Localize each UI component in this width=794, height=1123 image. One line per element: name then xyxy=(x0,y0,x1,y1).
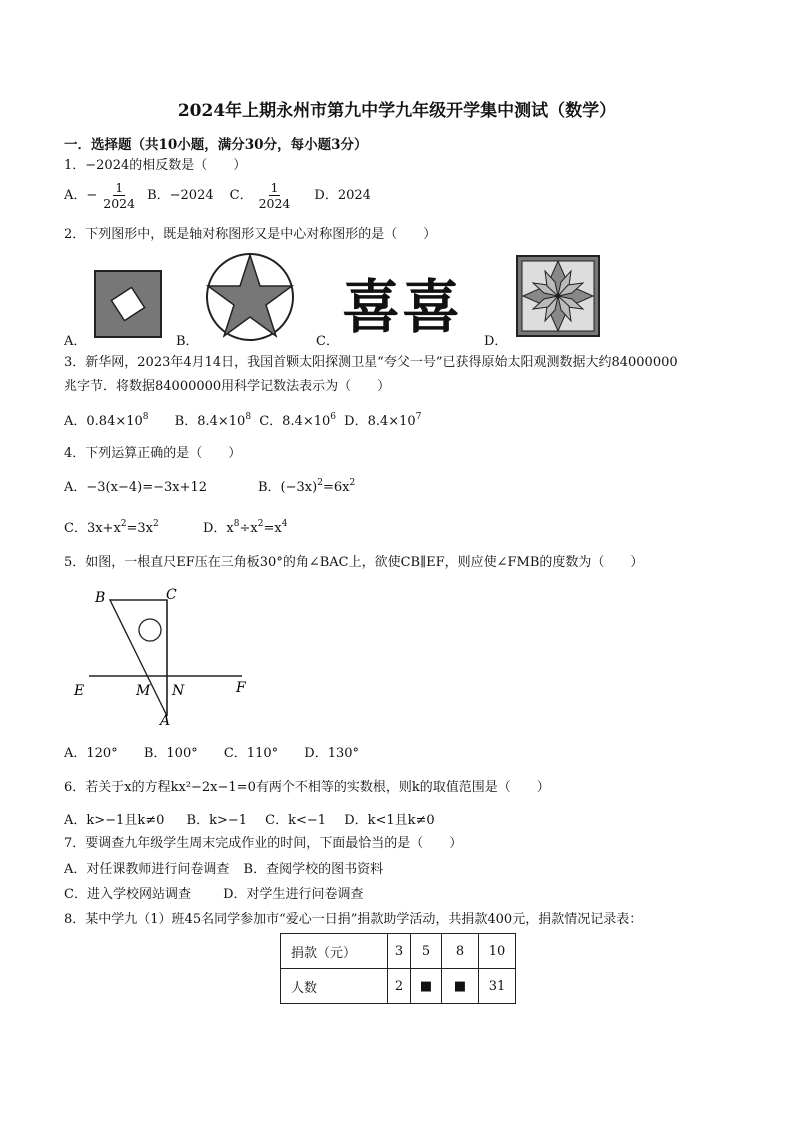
q6-option-c: C．k<−1 xyxy=(265,813,327,828)
q5-option-b: B．100° xyxy=(143,746,198,761)
table-row xyxy=(281,934,516,969)
q4-option-c: C．$3x+x^2=3x^2$ xyxy=(64,519,159,536)
q7-option-a: A．对任课教师进行问卷调查 xyxy=(64,862,230,877)
q4-option-a: A．−3(x−4)=−3x+12 xyxy=(64,480,208,495)
q1-option-c-fraction: $\frac{1}{2024}$ xyxy=(258,180,291,211)
table-cell: 8 xyxy=(442,934,479,969)
q8-stem: 8．某中学九（1）班45名同学参加市“爱心一日捐”捐款助学活动，共捐款400元，捐款情况记录表： xyxy=(64,912,643,927)
q6-option-b: B．k>−1 xyxy=(186,813,248,828)
q1-option-a-fraction: $\frac{1}{2024}$ xyxy=(103,180,136,211)
q3-line1: 3．新华网，2023年4月14日，我国首颗太阳探测卫星“夸父一号”已获得原始太阳观测数据大约84000000 xyxy=(64,355,678,370)
q4-option-b: B．$(-3x)^2=6x^2$ xyxy=(258,478,356,495)
q5-label-n: N xyxy=(172,683,185,699)
q5-label-a: A xyxy=(160,713,171,727)
table-cell-hidden: ■ xyxy=(411,969,442,1004)
q5-label-f: F xyxy=(236,680,246,696)
q1-option-c-prefix: C． xyxy=(229,187,253,203)
q2-label-c: C． xyxy=(316,334,339,349)
table-cell: 2 xyxy=(388,969,411,1004)
q1-options xyxy=(64,180,371,211)
q5-label-b: B xyxy=(95,590,106,606)
q1-option-a-prefix: A．− xyxy=(64,187,98,203)
q1-stem: 1．−2024的相反数是（ ） xyxy=(64,158,247,173)
table-header-amount: 捐款（元） xyxy=(281,934,388,969)
q2-figure-a-square xyxy=(94,270,162,338)
q4-option-d: D．$x^8\div x^2=x^4$ xyxy=(203,519,288,536)
q2-label-b: B． xyxy=(176,334,199,349)
q6-stem: 6．若关于x的方程kx²−2x−1=0有两个不相等的实数根，则k的取值范围是（ ） xyxy=(64,780,550,795)
q5-stem: 5．如图，一根直尺EF压在三角板30°的角∠BAC上，欲使CB∥EF，则应使∠FMB的度数为（ ） xyxy=(64,555,644,570)
section-heading: 一．选择题（共10小题，满分30分，每小题3分） xyxy=(64,137,368,153)
table-cell: 3 xyxy=(388,934,411,969)
q5-label-m: M xyxy=(136,683,151,699)
q2-figure-b-star xyxy=(204,252,296,342)
q2-figure-d-pattern xyxy=(516,255,600,337)
q5-figure-triangle-ruler xyxy=(70,582,255,727)
q2-stem: 2．下列图形中，既是轴对称图形又是中心对称图形的是（ ） xyxy=(64,227,437,242)
page-title: 2024年上期永州市第九中学九年级开学集中测试（数学） xyxy=(177,101,617,121)
table-header-count: 人数 xyxy=(281,969,388,1004)
q7-option-c: C．进入学校网站调查 xyxy=(64,887,191,902)
table-row xyxy=(281,969,516,1004)
q7-option-b: B．查阅学校的图书资料 xyxy=(243,862,384,877)
q3-options xyxy=(64,413,421,431)
q6-option-a: A．k>−1且k≠0 xyxy=(64,813,165,828)
q5-option-d: D．130° xyxy=(304,746,360,761)
table-cell: 10 xyxy=(479,934,516,969)
q7-options-row2 xyxy=(64,886,364,904)
table-cell: 5 xyxy=(411,934,442,969)
q3-option-b: B．$8.4\times 10^8$ xyxy=(174,412,252,429)
q6-option-d: D．k<1且k≠0 xyxy=(344,813,435,828)
q3-option-a: A．$0.84\times 10^8$ xyxy=(64,412,149,429)
q6-options xyxy=(64,812,435,830)
q7-option-d: D．对学生进行问卷调查 xyxy=(223,887,364,902)
q3-option-c: C．$8.4\times 10^6$ xyxy=(259,412,336,429)
q3-line2: 兆字节．将数据84000000用科学记数法表示为（ ） xyxy=(64,379,391,394)
q2-label-d: D． xyxy=(484,334,508,349)
q7-stem: 7．要调查九年级学生周末完成作业的时间，下面最恰当的是（ ） xyxy=(64,836,463,851)
q8-donation-table xyxy=(280,933,516,1004)
table-cell-hidden: ■ xyxy=(442,969,479,1004)
q2-figure-c-text: 喜喜 xyxy=(342,273,463,341)
q5-options xyxy=(64,745,359,763)
q5-option-a: A．120° xyxy=(64,746,118,761)
q5-label-c: C xyxy=(166,587,177,603)
q2-label-a: A． xyxy=(64,334,87,349)
q4-stem: 4．下列运算正确的是（ ） xyxy=(64,446,242,461)
q5-option-c: C．110° xyxy=(223,746,279,761)
table-cell: 31 xyxy=(479,969,516,1004)
q1-option-b: B．−2024 xyxy=(147,187,214,203)
q3-option-d: D．$8.4\times 10^7$ xyxy=(344,412,422,429)
q5-label-e: E xyxy=(74,683,85,699)
q7-options-row1 xyxy=(64,861,383,879)
q1-option-d: D．2024 xyxy=(314,187,371,203)
